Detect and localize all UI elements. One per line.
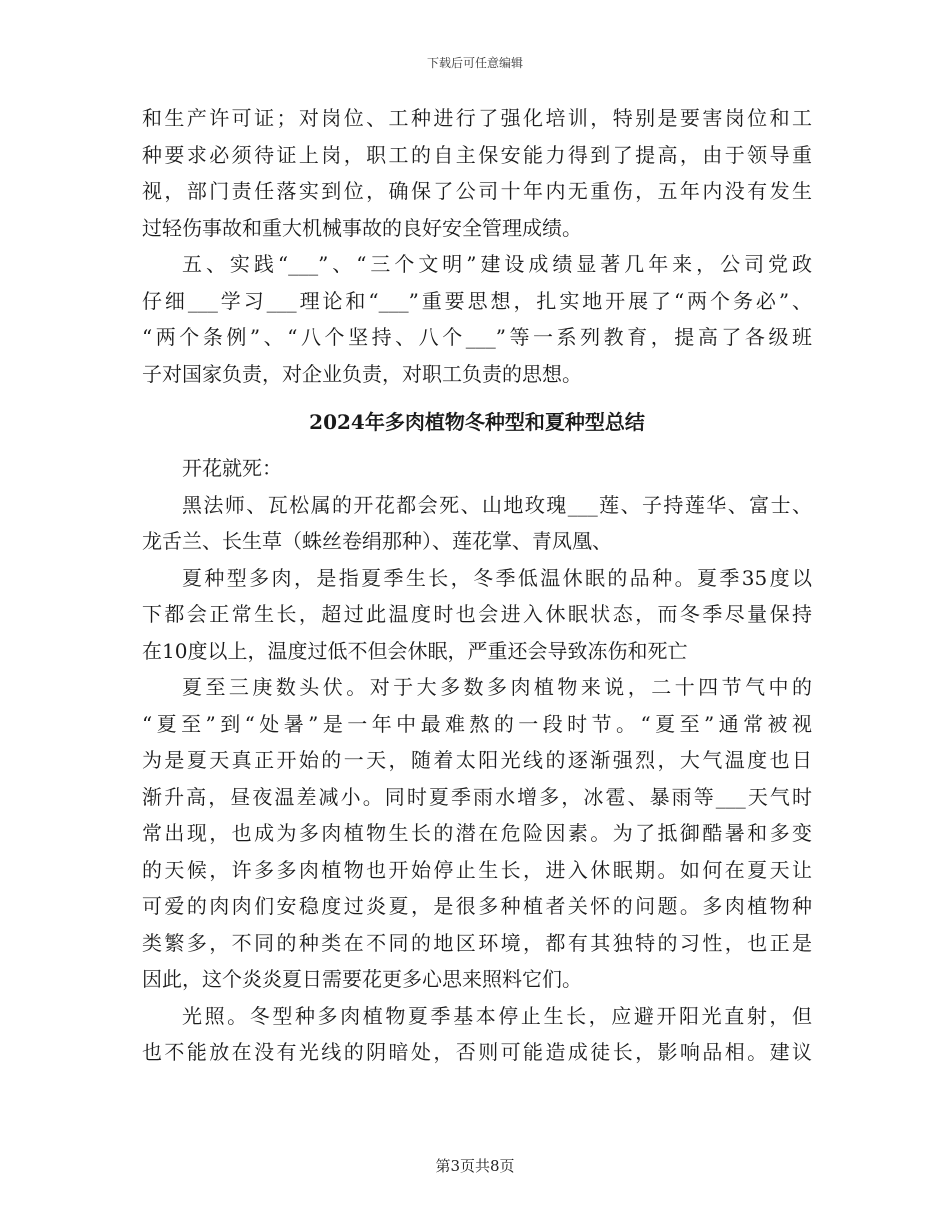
text-line: 在10度以上，温度过低不但会休眠，严重还会导致冻伤和死亡 — [142, 638, 688, 663]
text-line: 种要求必须待证上岗，职工的自主保安能力得到了提高，由于领导重 — [142, 142, 812, 167]
paragraph-lighting — [142, 998, 812, 1071]
text-line: 常出现，也成为多肉植物生长的潜在危险因素。为了抵御酷暑和多变 — [142, 821, 812, 845]
page-header: 下载后可任意编辑 — [426, 56, 523, 70]
text-line: 子对国家负责，对企业负责，对职工负责的思想。 — [142, 361, 582, 386]
text-line: 黑法师、瓦松属的开花都会死、山地玫瑰___莲、子持莲华、富士、 — [182, 492, 812, 517]
paragraph-flowering-death — [142, 450, 812, 487]
text-line: 下都会正常生长，超过此温度时也会进入休眠状态，而冬季尽量保持 — [142, 602, 812, 626]
paragraph-section-five — [142, 246, 812, 392]
text-line: 夏至三庚数头伏。对于大多数多肉植物来说，二十四节气中的 — [182, 675, 812, 699]
text-line: 视，部门责任落实到位，确保了公司十年内无重伤，五年内没有发生 — [142, 179, 812, 203]
document-body — [142, 100, 812, 1071]
text-line: 仔细___学习___理论和“___”重要思想，扎实地开展了“两个务必”、 — [142, 288, 812, 313]
text-line: “两个条例”、“八个坚持、八个___”等一系列教育，提高了各级班 — [142, 325, 812, 349]
text-line: 开花就死： — [182, 456, 282, 480]
text-line: 渐升高，昼夜温差减小。同时夏季雨水增多，冰雹、暴雨等___天气时 — [142, 784, 812, 809]
text-line: 类繁多，不同的种类在不同的地区环境，都有其独特的习性，也正是 — [142, 930, 812, 955]
text-line: 为是夏天真正开始的一天，随着太阳光线的逐渐强烈，大气温度也日 — [142, 748, 812, 772]
paragraph-species-list — [142, 487, 812, 560]
section-title: 2024年多肉植物冬种型和夏种型总结 — [309, 410, 645, 434]
text-line: 过轻伤事故和重大机械事故的良好安全管理成绩。 — [142, 215, 582, 240]
paragraph-safety-continuation — [142, 100, 812, 246]
text-line: 也不能放在没有光线的阴暗处，否则可能造成徒长，影响品相。建议 — [142, 1040, 812, 1064]
text-line: 因此，这个炎炎夏日需要花更多心思来照料它们。 — [142, 967, 582, 991]
text-line: 五、实践“___”、“三个文明”建设成绩显著几年来，公司党政 — [182, 252, 812, 276]
text-line: 可爱的肉肉们安稳度过炎夏，是很多种植者关怀的问题。多肉植物种 — [142, 894, 812, 918]
text-line: 龙舌兰、长生草（蛛丝卷绢那种）、莲花掌、青凤凰、 — [142, 529, 612, 553]
page-footer: 第3页共8页 — [435, 1157, 515, 1175]
paragraph-summer-type — [142, 560, 812, 670]
text-line: 夏种型多肉，是指夏季生长，冬季低温休眠的品种。夏季35度以 — [182, 565, 812, 590]
text-line: 的天候，许多多肉植物也开始停止生长，进入休眠期。如何在夏天让 — [142, 857, 812, 882]
text-line: “夏至”到“处暑”是一年中最难熬的一段时节。“夏至”通常被视 — [142, 711, 812, 736]
paragraph-summer-solstice — [142, 669, 812, 998]
text-line: 和生产许可证；对岗位、工种进行了强化培训，特别是要害岗位和工 — [142, 106, 812, 130]
text-line: 光照。冬型种多肉植物夏季基本停止生长，应避开阳光直射，但 — [182, 1003, 812, 1028]
